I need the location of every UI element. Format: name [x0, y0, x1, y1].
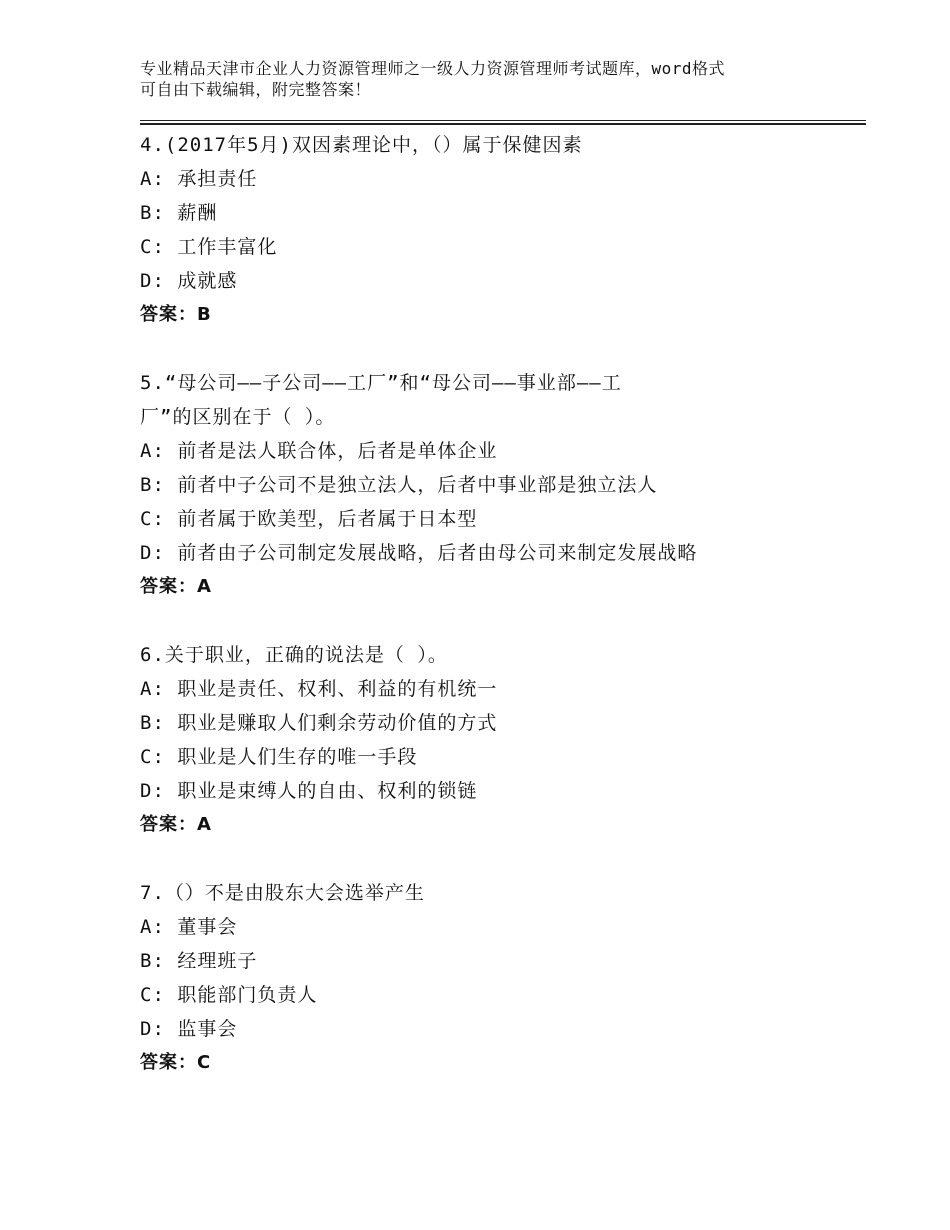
option-a: A: 承担责任	[140, 168, 258, 190]
option-b: B: 经理班子	[140, 950, 258, 972]
option-b: B: 前者中子公司不是独立法人，后者中事业部是独立法人	[140, 474, 658, 496]
question-4	[140, 128, 840, 332]
option-d: D: 职业是束缚人的自由、权利的锁链	[140, 780, 478, 802]
option-a: A: 董事会	[140, 916, 238, 938]
option-b: B: 薪酬	[140, 202, 218, 224]
header-line-2: 可自由下载编辑，附完整答案！	[140, 80, 372, 99]
question-text: 5.“母公司——子公司——工厂”和“母公司——事业部——工	[140, 372, 622, 394]
question-list	[140, 128, 840, 1080]
question-7	[140, 876, 840, 1080]
answer-label: 答案：B	[140, 304, 212, 325]
option-c: C: 工作丰富化	[140, 236, 278, 258]
question-text: 7.（）不是由股东大会选举产生	[140, 882, 425, 904]
spacer	[140, 332, 840, 366]
option-c: C: 职业是人们生存的唯一手段	[140, 746, 418, 768]
option-a: A: 职业是责任、权利、利益的有机统一	[140, 678, 498, 700]
question-text: 6.关于职业，正确的说法是（ ）。	[140, 644, 448, 666]
option-d: D: 前者由子公司制定发展战略，后者由母公司来制定发展战略	[140, 542, 698, 564]
option-c: C: 前者属于欧美型，后者属于日本型	[140, 508, 478, 530]
question-text: 4.(2017年5月)双因素理论中，（）属于保健因素	[140, 134, 583, 156]
option-d: D: 监事会	[140, 1018, 238, 1040]
header-line-1: 专业精品天津市企业人力资源管理师之一级人力资源管理师考试题库，word格式	[140, 59, 726, 78]
header-rule-thick	[140, 123, 866, 125]
question-6	[140, 638, 840, 842]
spacer	[140, 842, 840, 876]
option-d: D: 成就感	[140, 270, 238, 292]
question-5	[140, 366, 840, 604]
answer-label: 答案：A	[140, 576, 212, 597]
document-header	[140, 58, 840, 100]
header-rule-thin	[140, 120, 866, 121]
answer-label: 答案：C	[140, 1052, 212, 1073]
question-text-continued: 厂”的区别在于（ ）。	[140, 406, 336, 428]
option-b: B: 职业是赚取人们剩余劳动价值的方式	[140, 712, 498, 734]
option-a: A: 前者是法人联合体，后者是单体企业	[140, 440, 498, 462]
answer-label: 答案：A	[140, 814, 212, 835]
spacer	[140, 604, 840, 638]
option-c: C: 职能部门负责人	[140, 984, 318, 1006]
